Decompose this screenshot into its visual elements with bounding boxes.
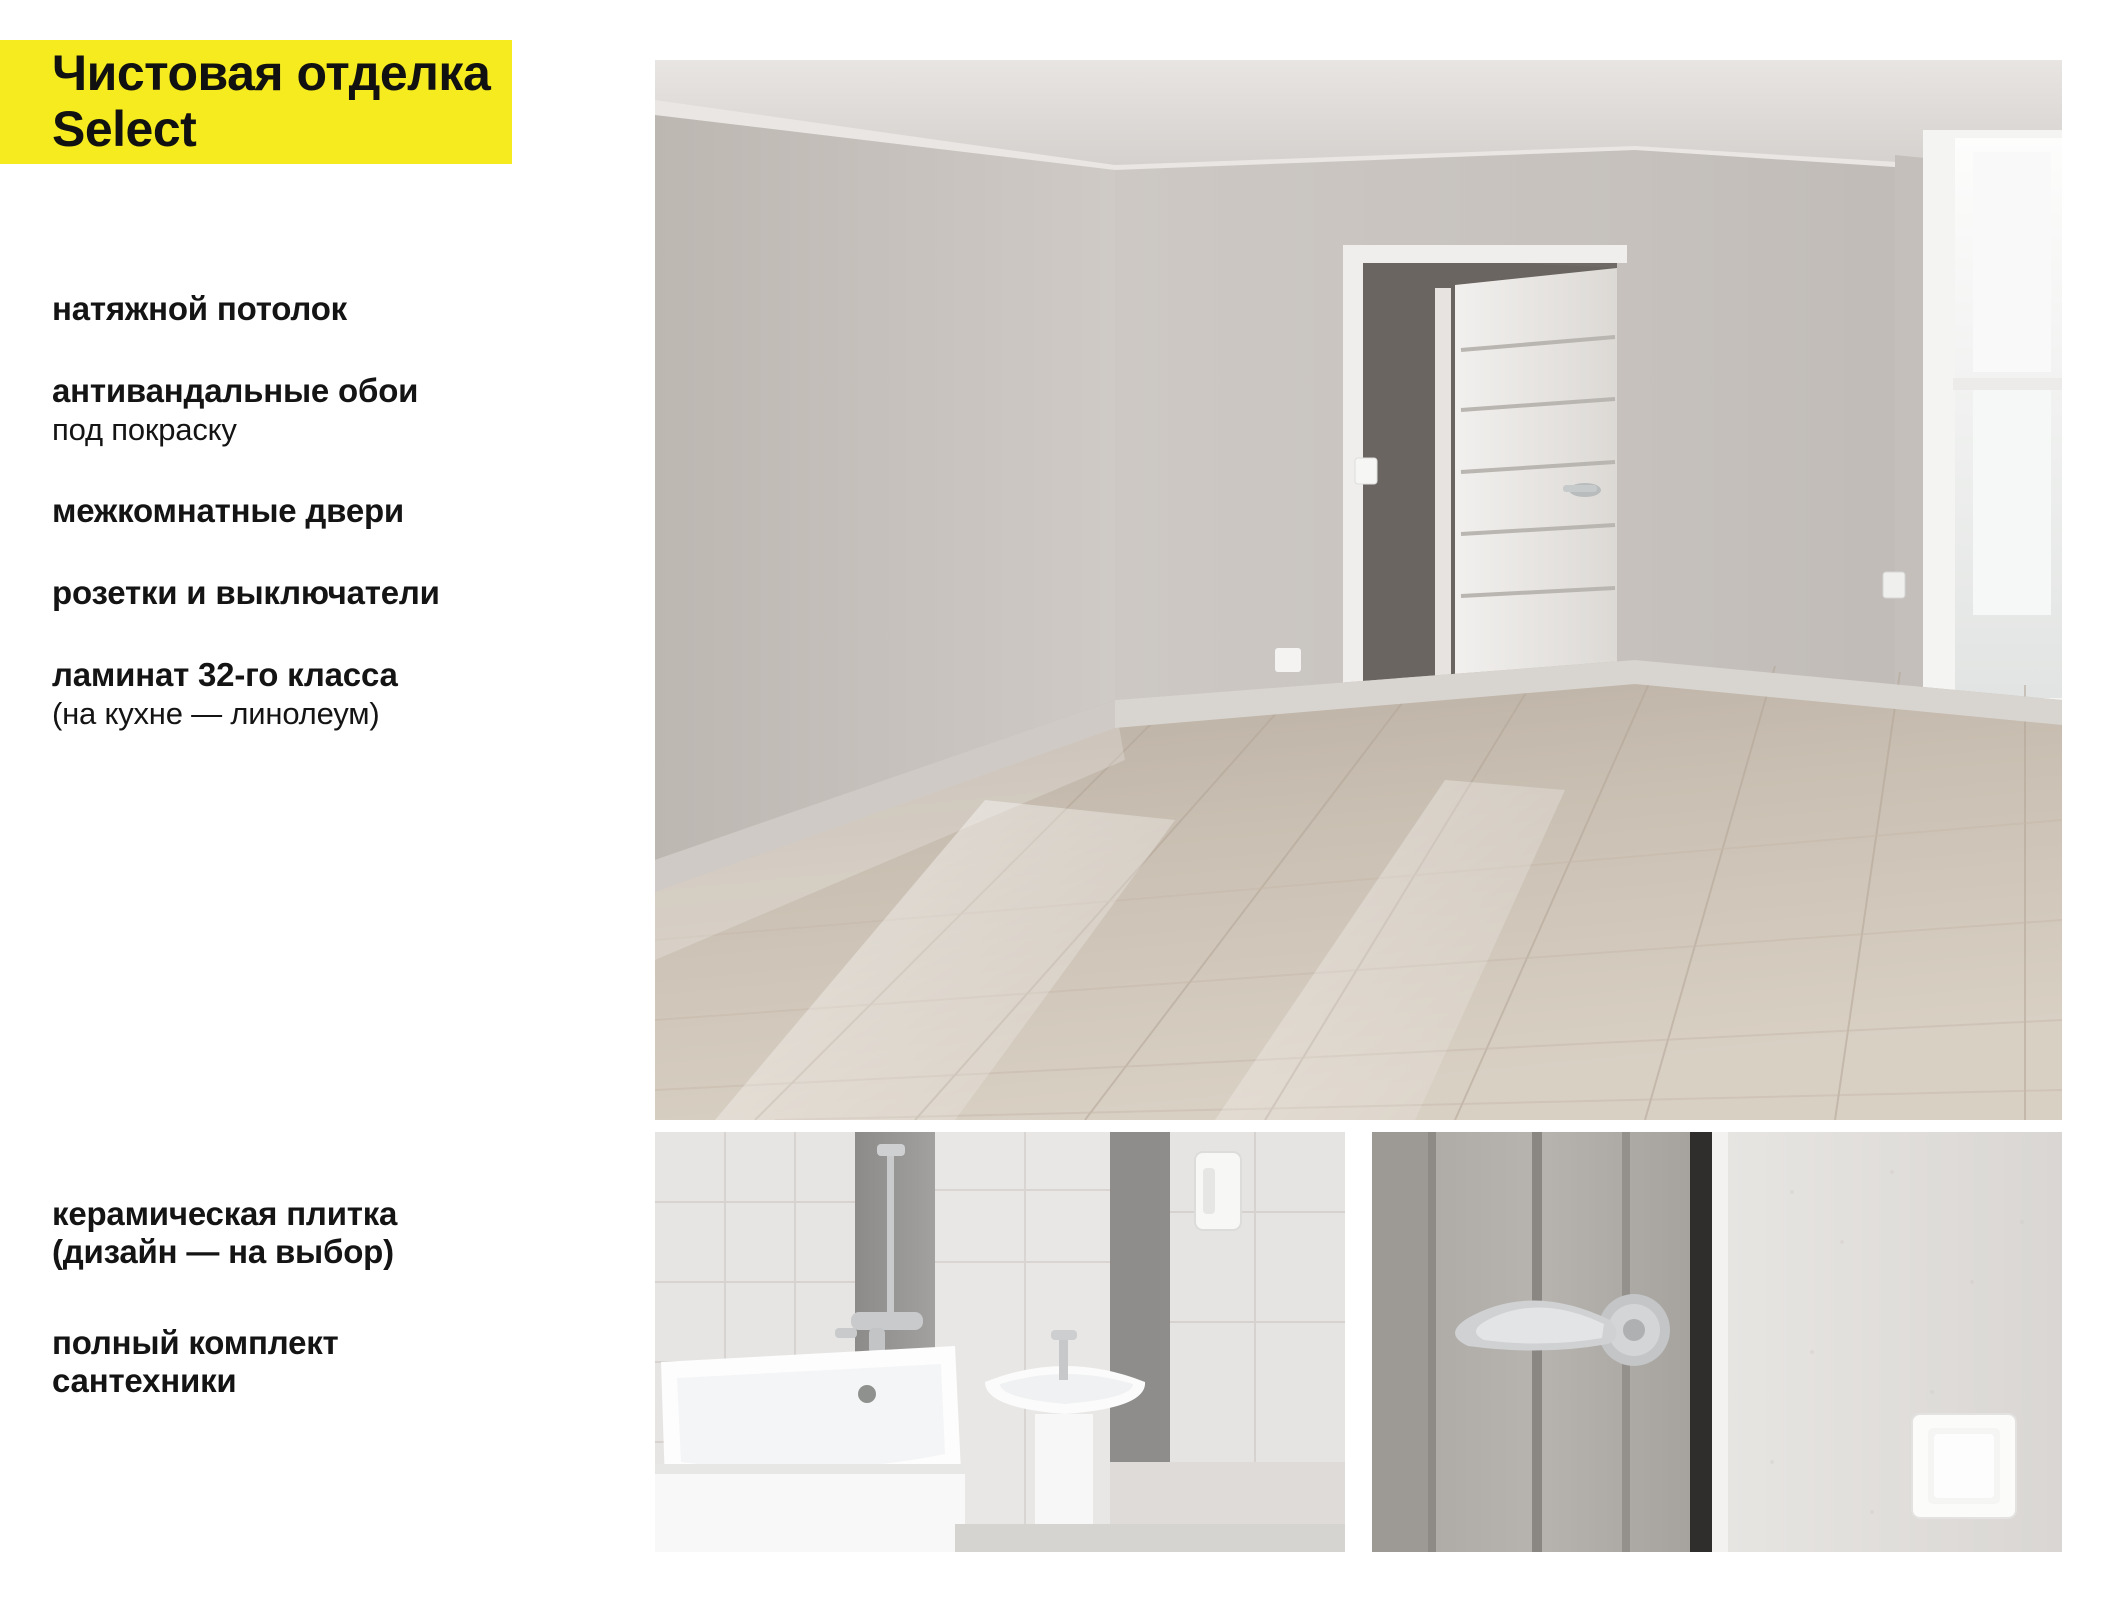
- feature-label: ламинат 32-го класса: [52, 655, 398, 693]
- photo-door-handle: [1372, 1132, 2062, 1552]
- feature-sublabel: под покраску: [52, 412, 237, 448]
- feature-label: межкомнатные двери: [52, 492, 405, 530]
- page-title: [0, 40, 630, 164]
- feature-item: [52, 656, 592, 733]
- feature-sublabel: (дизайн — на выбор): [52, 1232, 394, 1270]
- feature-item: [52, 372, 592, 449]
- photo-bathroom: [655, 1132, 1345, 1552]
- feature-item: [52, 290, 592, 328]
- feature-label: натяжной потолок: [52, 290, 347, 327]
- feature-label: розетки и выключатели: [52, 574, 440, 612]
- feature-sublabel: (на кухне — линолеум): [52, 696, 380, 732]
- title-line-2: Select: [52, 101, 197, 157]
- features-upper-list: [52, 290, 592, 732]
- features-lower-list: [52, 1195, 612, 1399]
- feature-sublabel: сантехники: [52, 1361, 237, 1399]
- title-line-1: Чистовая отделка: [52, 45, 491, 101]
- feature-item: [52, 1195, 612, 1270]
- feature-item: [52, 492, 592, 530]
- feature-label: керамическая плитка: [52, 1195, 398, 1232]
- feature-label: полный комплект: [52, 1324, 339, 1362]
- photo-room: [655, 60, 2062, 1120]
- title-highlight: [0, 40, 512, 164]
- feature-item: [52, 1324, 612, 1399]
- feature-label: антивандальные обои: [52, 371, 419, 409]
- left-column: [0, 0, 640, 1600]
- feature-item: [52, 574, 592, 612]
